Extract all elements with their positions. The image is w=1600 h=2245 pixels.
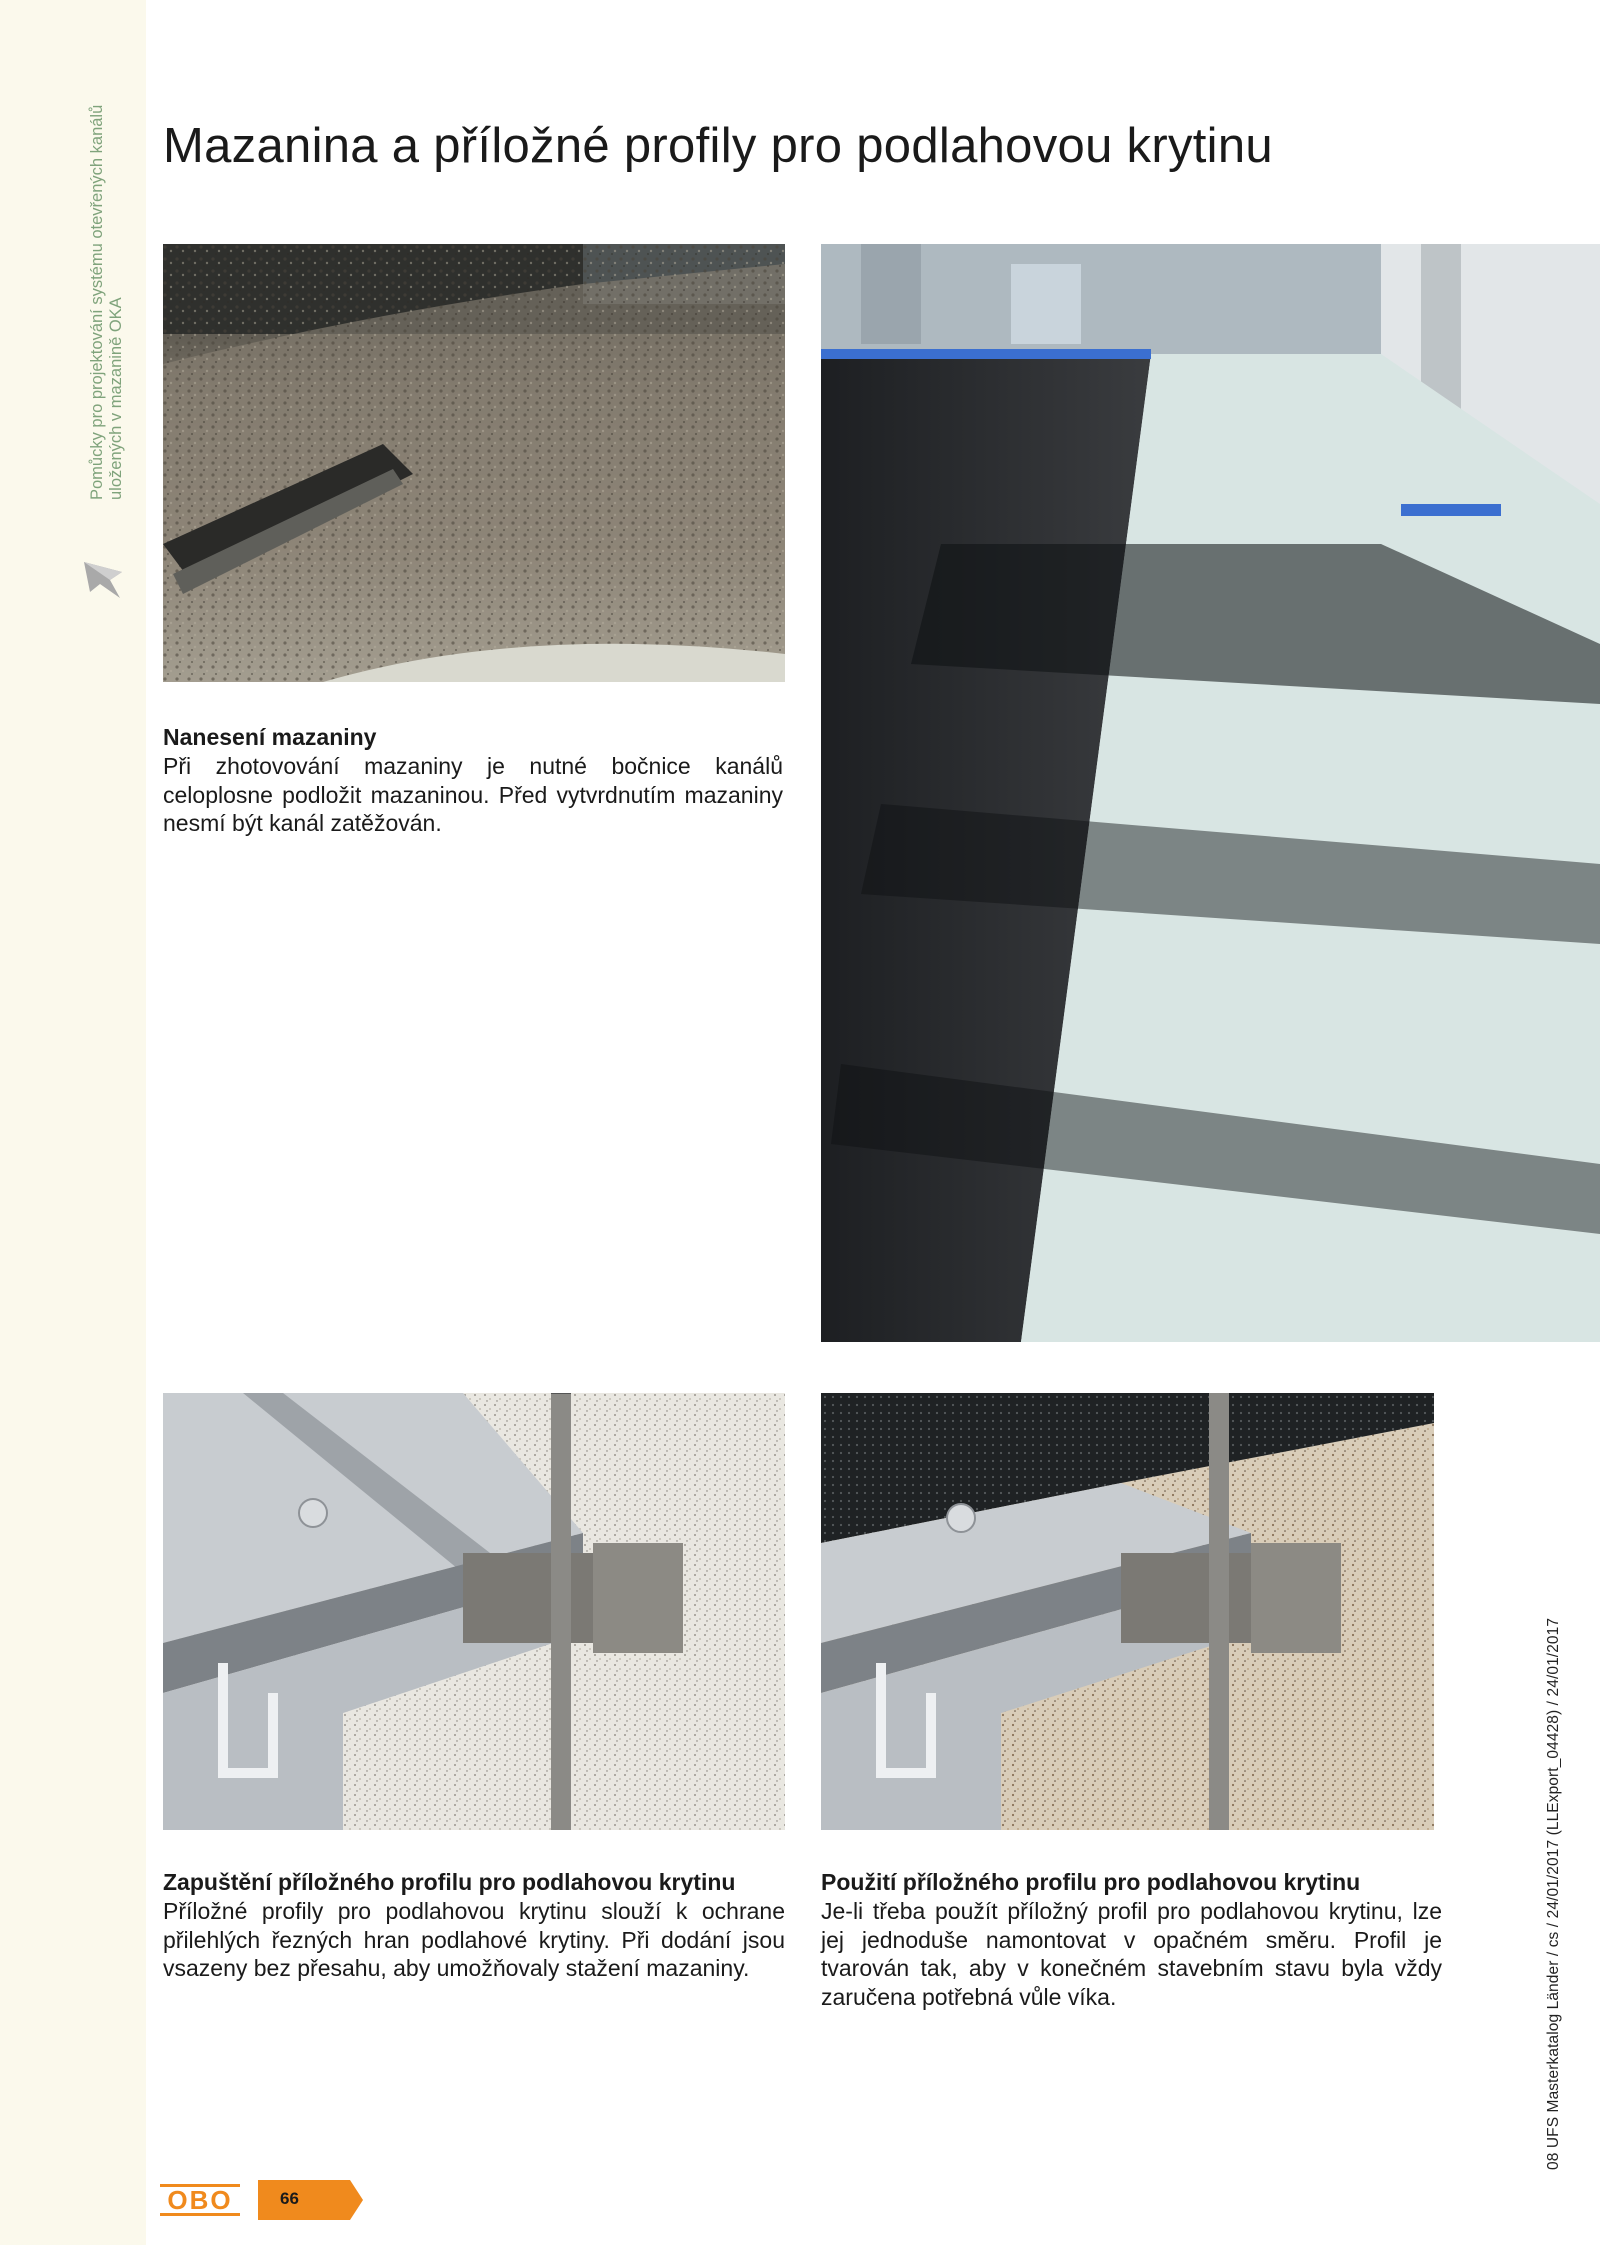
catalog-reference: 08 UFS Masterkatalog Länder / cs / 24/01/2017 (LLExport_04428) / 24/01/2017 bbox=[1545, 1617, 1562, 2170]
caption-heading: Zapuštění příložného profilu pro podlahovou krytinu bbox=[163, 1869, 736, 1895]
page-number-tab bbox=[258, 2180, 363, 2220]
channel-in-screed-photo bbox=[821, 244, 1600, 1342]
caption-recessed-profile bbox=[163, 1867, 785, 1983]
sidebar-label-line1: Pomůcky pro projektování systému otevřených kanálů bbox=[88, 104, 106, 500]
page-title: Mazanina a příložné profily pro podlahovou krytinu bbox=[163, 119, 1273, 173]
caption-heading: Použití příložného profilu pro podlahovou krytinu bbox=[821, 1869, 1361, 1895]
screed-application-photo bbox=[163, 244, 785, 682]
sidebar-section-label bbox=[88, 40, 138, 500]
caption-heading: Nanesení mazaniny bbox=[163, 724, 377, 750]
caption-screed-application bbox=[163, 722, 783, 838]
section-marker-icon bbox=[80, 558, 128, 602]
caption-reversed-profile bbox=[821, 1867, 1442, 2011]
recessed-profile-render bbox=[163, 1393, 785, 1830]
caption-body: Při zhotovování mazaniny je nutné bočnice kanálů celoplosne podložit mazaninou. Před vytvrdnutím mazaniny nesmí být kanál zatěžován. bbox=[163, 753, 783, 836]
obo-logo: OBO bbox=[160, 2184, 240, 2216]
reversed-profile-render bbox=[821, 1393, 1434, 1830]
caption-body: Příložné profily pro podlahovou krytinu slouží k ochrane přilehlých řezných hran podlahové krytiny. Při dodání jsou vsazeny bez přesahu, aby umožňovaly stažení mazaniny. bbox=[163, 1898, 785, 1981]
sidebar-label-line2: uložených v mazanině OKA bbox=[107, 297, 125, 500]
caption-body: Je-li třeba použít příložný profil pro podlahovou krytinu, lze jej jednoduše namontovat v opačném směru. Profil je tvarován tak, aby v konečném stavebním stavu byla vždy zaručena potřebná vůle víka. bbox=[821, 1898, 1442, 2010]
page-number: 66 bbox=[280, 2189, 299, 2208]
